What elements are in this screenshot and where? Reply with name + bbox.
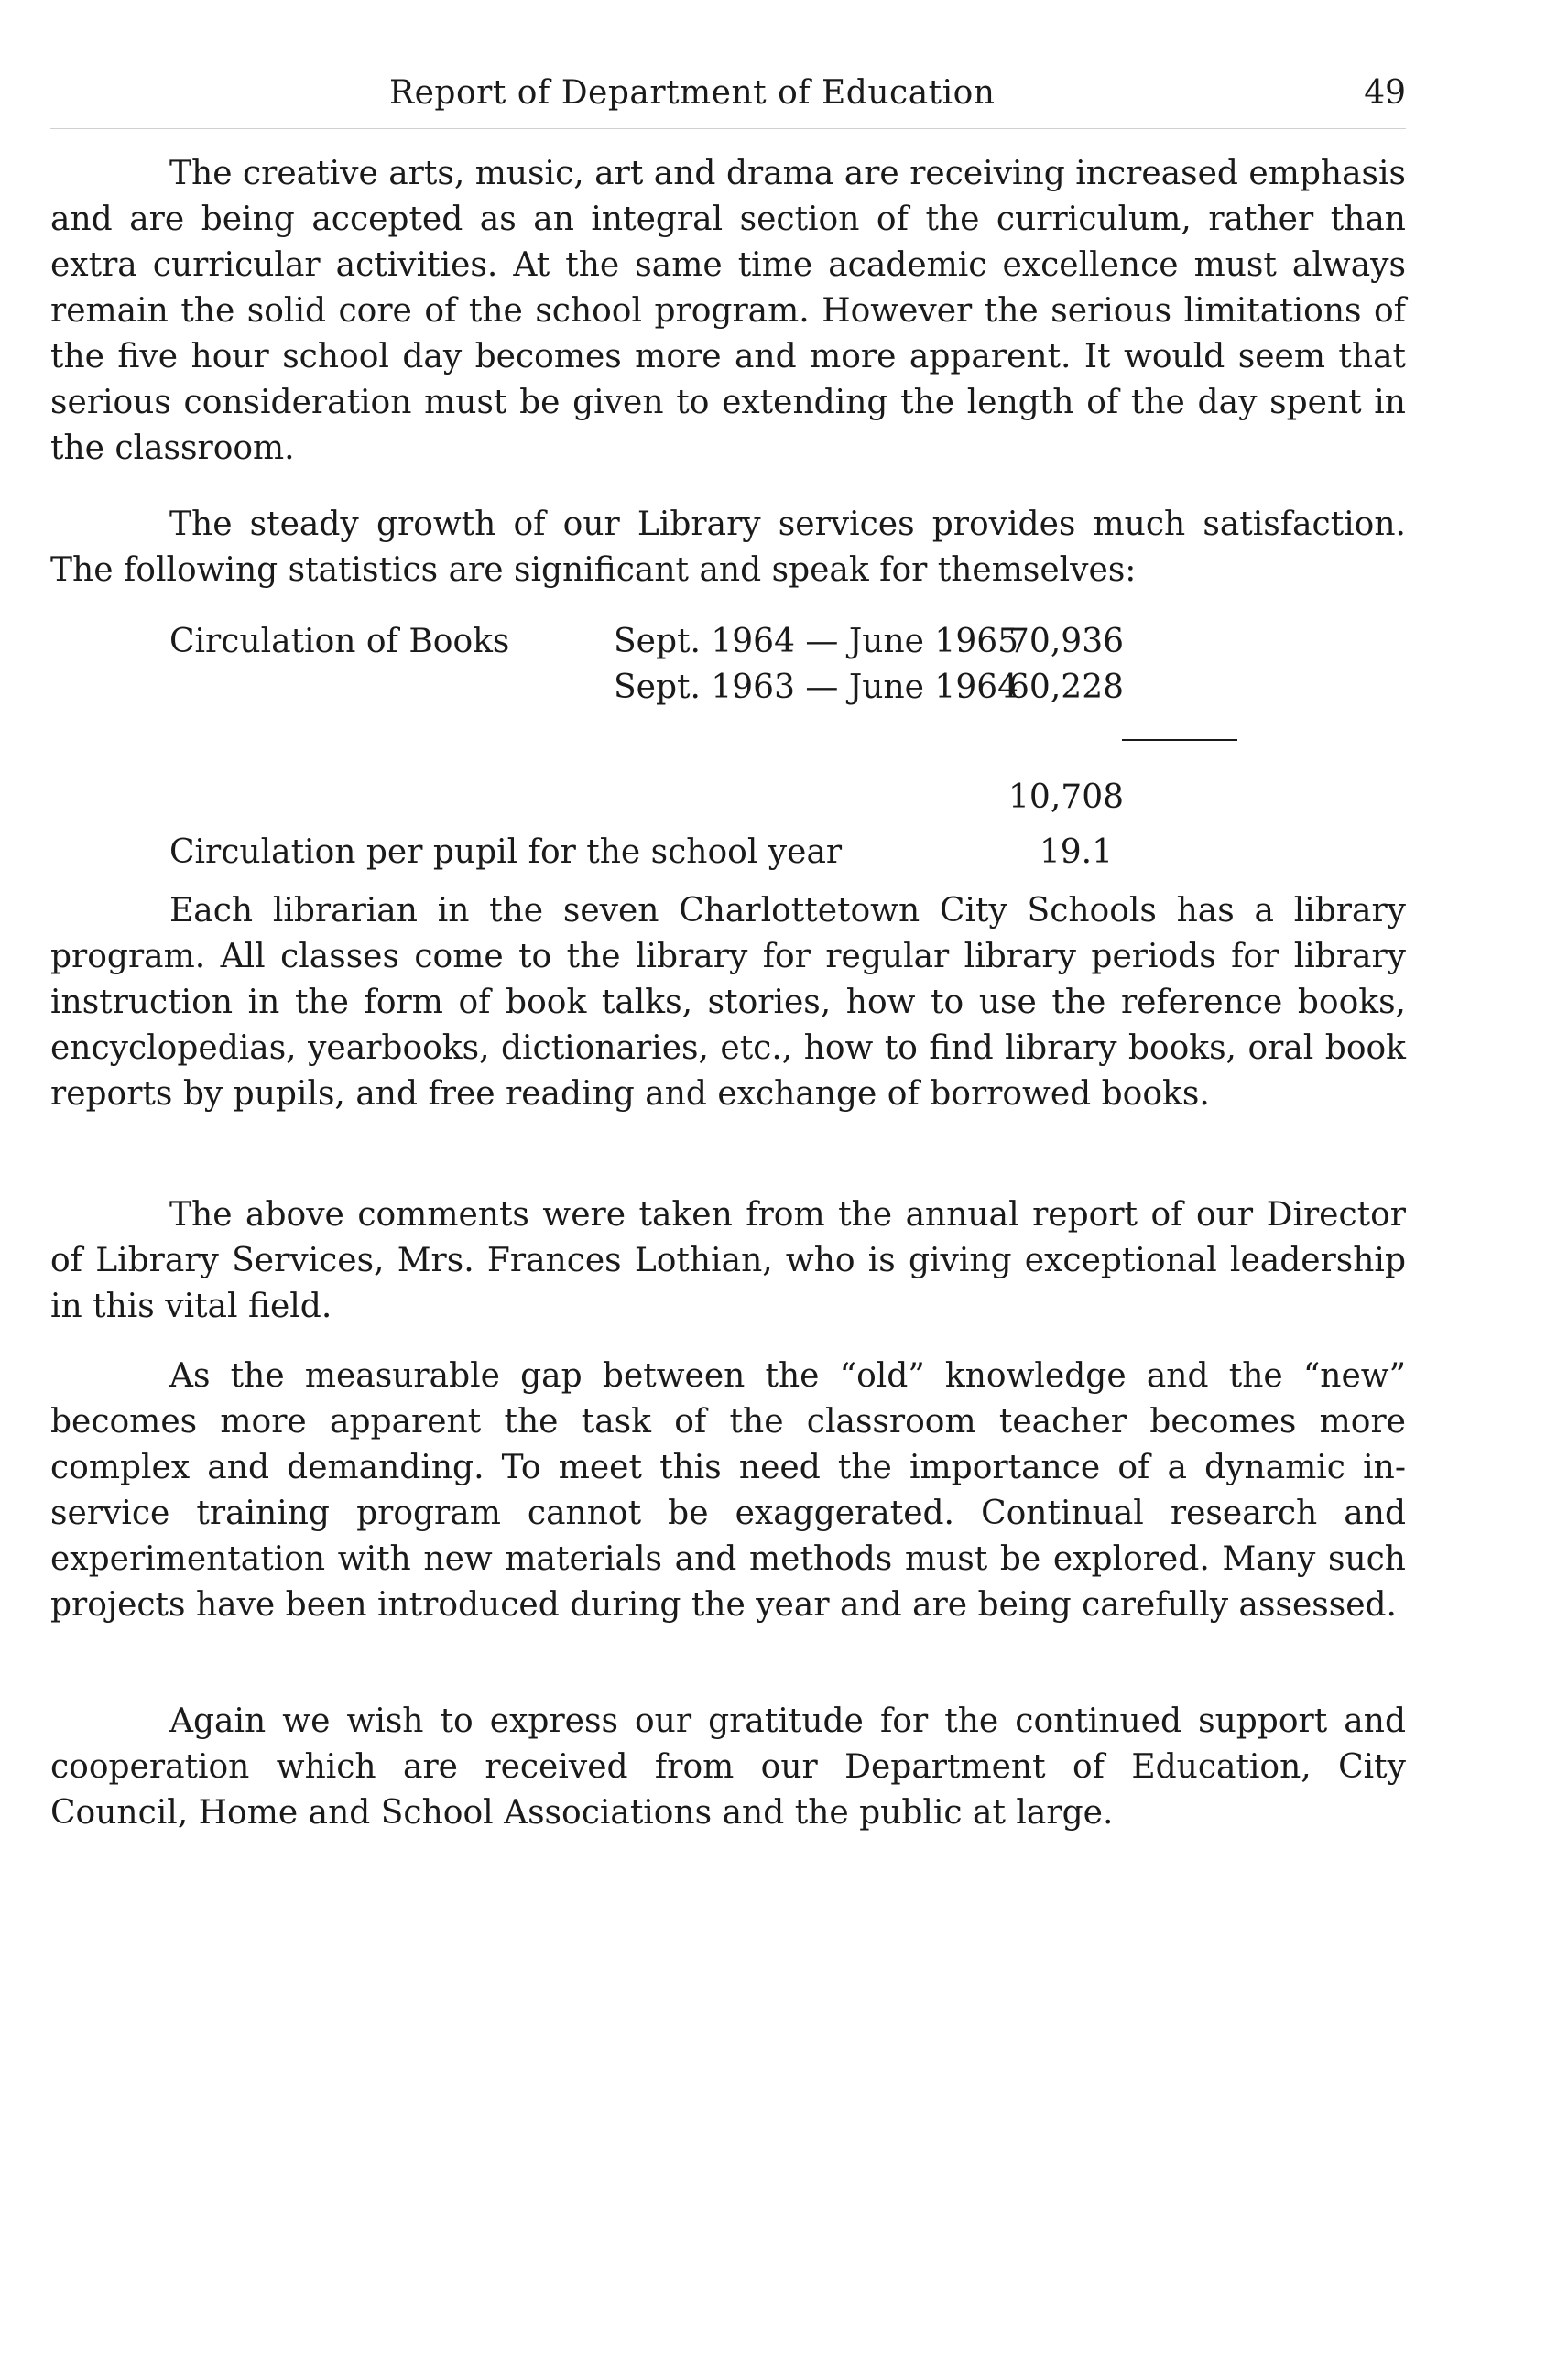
stat-period: Sept. 1963 — June 1964 [614, 669, 1019, 706]
per-pupil-value: 19.1 [1039, 833, 1113, 871]
library-statistics [169, 619, 1269, 885]
paragraph-gratitude: Again we wish to express our gratitude for the continued support and cooperation which are received from our Department of Education, City Council, Home and School Associations and the public at large. [50, 1702, 1406, 1832]
stat-value: 60,228 [1008, 669, 1124, 706]
header-rule [50, 128, 1406, 129]
running-head [50, 68, 1406, 119]
stat-value: 70,936 [1008, 623, 1124, 660]
page-number: 49 [1364, 74, 1406, 112]
stat-period: Sept. 1964 — June 1965 [614, 623, 1019, 660]
paragraph-library-growth: The steady growth of our Library services provides much satisfaction. The following statistics are significant and speak for themselves: [50, 506, 1406, 589]
paragraph-creative-arts: The creative arts, music, art and drama are receiving increased emphasis and are being accepted as an integral section of the curriculum, rather than extra curricular activities. At the same time academic excellence must always remain the solid core of the school program. However the serious limitations of the five hour school day becomes more and more apparent. It would seem that serious consideration must be given to extending the length of the day spent in the classroom. [50, 155, 1406, 467]
running-title: Report of Department of Education [389, 74, 996, 112]
circulation-label: Circulation of Books [169, 623, 510, 660]
paragraph-in-service-training: As the measurable gap between the “old” knowledge and the “new” becomes more apparent the task of the classroom teacher becomes more complex and demanding. To meet this need the importance of a dynamic in-service training program cannot be exaggerated. Continual research and experimentation with new materials and methods must be explored. Many such projects have been introduced during the year and are being carefully assessed. [50, 1357, 1406, 1624]
subtraction-rule [1122, 739, 1237, 741]
per-pupil-label: Circulation per pupil for the school year [169, 833, 843, 871]
circulation-increase: 10,708 [1008, 778, 1124, 816]
paragraph-librarian-program: Each librarian in the seven Charlottetown City Schools has a library program. All classes come to the library for regular library periods for library instruction in the form of book talks, stories, how to use the reference books, encyclopedias, yearbooks, dictionaries, etc., how to find library books, oral book reports by pupils, and free reading and exchange of borrowed books. [50, 892, 1406, 1113]
paragraph-director-report: The above comments were taken from the annual report of our Director of Library Services, Mrs. Frances Lothian, who is giving exceptional leadership in this vital field. [50, 1196, 1406, 1325]
